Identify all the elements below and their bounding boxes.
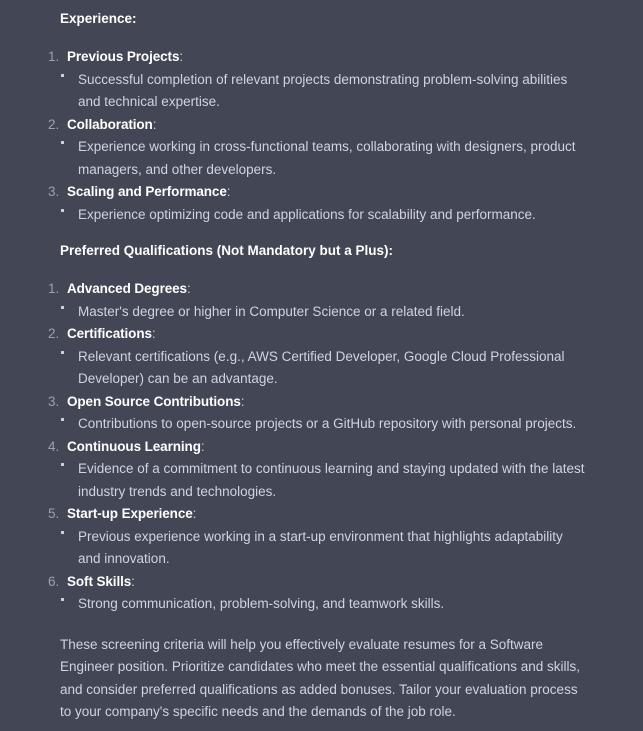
list-item-colon: : <box>200 438 205 454</box>
list-item <box>48 571 588 594</box>
list-number: 1 . <box>48 46 59 69</box>
list-item <box>60 413 588 436</box>
list-item-colon: : <box>151 326 156 341</box>
list-number: 2 . <box>48 323 59 346</box>
section-preferred-qualifications <box>48 226 588 616</box>
list-item <box>60 136 588 181</box>
sub-bullet-text: Previous experience working in a start-up environment that highlights adaptability and innovation. <box>78 528 563 566</box>
sub-bullets-wrapper <box>48 458 588 503</box>
section-heading: Experience: <box>60 11 137 26</box>
sub-bullet-list <box>60 526 588 571</box>
list-item-label: Advanced Degrees <box>67 281 187 296</box>
sub-bullet-list <box>60 593 588 616</box>
list-item <box>60 526 588 571</box>
sub-bullet-list <box>60 458 588 503</box>
list-number: 1 . <box>48 278 59 301</box>
list-item <box>48 436 588 459</box>
sub-bullets-wrapper <box>48 204 588 227</box>
section-heading: Preferred Qualifications (Not Mandatory but a Plus): <box>60 243 394 258</box>
list-item <box>60 204 588 227</box>
list-number: 3 . <box>48 181 59 204</box>
bullet-dot-icon <box>61 463 64 466</box>
list-item <box>60 301 588 324</box>
list-item-colon: : <box>131 573 135 589</box>
bullet-dot-icon <box>61 418 64 421</box>
sub-bullet-list <box>60 413 588 436</box>
sub-bullets-wrapper <box>48 346 588 391</box>
sub-bullet-list <box>60 346 588 391</box>
spacer <box>48 30 588 46</box>
list-number: 4 . <box>48 436 59 459</box>
bullet-dot-icon <box>61 209 64 212</box>
bullet-dot-icon <box>61 531 64 534</box>
list-number: 2 . <box>48 114 59 137</box>
closing-paragraph: These screening criteria will help you effectively evaluate resumes for a Software Engineer position. Prioritize candidates who meet the essential qualifications and skills, and consider preferred qualifications as added bonuses. Tailor your evaluation process to your company's specific needs and the demands of the job role. <box>60 636 581 719</box>
sub-bullet-text: Contributions to open-source projects or a GitHub repository with personal projects. <box>78 416 577 431</box>
list-item-label: Start-up Experience <box>67 506 193 521</box>
sub-bullet-text: Strong communication, problem-solving, and teamwork skills. <box>78 596 445 611</box>
sub-bullet-text: Experience optimizing code and applications for scalability and performance. <box>78 206 536 222</box>
list-item-colon: : <box>152 116 157 132</box>
sub-bullet-list <box>60 136 588 181</box>
list-item <box>48 278 588 301</box>
bullet-dot-icon <box>61 74 64 77</box>
sub-bullet-text: Evidence of a commitment to continuous learning and staying updated with the latest industry trends and technologies. <box>78 461 585 499</box>
list-item <box>48 503 588 526</box>
list-item <box>48 46 588 69</box>
list-item <box>48 114 588 137</box>
criteria-list-preferred <box>48 278 588 616</box>
criteria-list-experience <box>48 46 588 226</box>
list-item-colon: : <box>192 506 197 521</box>
sub-bullets-wrapper <box>48 526 588 571</box>
sub-bullet-text: Relevant certifications (e.g., AWS Certified Developer, Google Cloud Professional Developer) can be an advantage. <box>78 348 565 386</box>
list-number: 6 . <box>48 571 59 594</box>
list-item <box>60 69 588 114</box>
sub-bullets-wrapper <box>48 136 588 181</box>
list-item-label: Open Source Contributions <box>67 393 241 409</box>
spacer <box>48 226 588 240</box>
list-item <box>60 458 588 503</box>
list-item-label: Continuous Learning <box>67 438 201 454</box>
sub-bullet-text: Master's degree or higher in Computer Science or a related field. <box>78 303 465 319</box>
sub-bullet-list <box>60 204 588 227</box>
list-item-label: Previous Projects <box>67 49 180 64</box>
list-item-colon: : <box>226 184 231 199</box>
sub-bullet-list <box>60 69 588 114</box>
section-experience <box>48 8 588 226</box>
list-item-label: Soft Skills <box>67 573 132 589</box>
list-item <box>48 323 588 346</box>
list-item-colon: : <box>186 281 191 296</box>
spacer <box>48 262 588 278</box>
list-item-label: Scaling and Performance <box>67 184 227 199</box>
bullet-dot-icon <box>61 598 64 601</box>
list-item <box>48 391 588 414</box>
bullet-dot-icon <box>61 306 64 309</box>
sub-bullets-wrapper <box>48 301 588 324</box>
bullet-dot-icon <box>61 351 64 354</box>
sub-bullets-wrapper <box>48 413 588 436</box>
sub-bullets-wrapper <box>48 593 588 616</box>
spacer <box>48 616 588 634</box>
list-number: 5 . <box>48 503 59 526</box>
list-item-colon: : <box>179 49 184 64</box>
list-item <box>60 593 588 616</box>
sub-bullets-wrapper <box>48 69 588 114</box>
bullet-dot-icon <box>61 141 64 144</box>
list-item-colon: : <box>240 393 245 409</box>
list-item <box>48 181 588 204</box>
list-item-label: Certifications <box>67 326 152 341</box>
sub-bullet-list <box>60 301 588 324</box>
list-number: 3 . <box>48 391 59 414</box>
list-item-label: Collaboration <box>67 116 153 132</box>
list-item <box>60 346 588 391</box>
sub-bullet-text: Successful completion of relevant projects demonstrating problem-solving abilities and technical expertise. <box>78 71 568 109</box>
sub-bullet-text: Experience working in cross-functional teams, collaborating with designers, product managers, and other developers. <box>78 139 576 177</box>
